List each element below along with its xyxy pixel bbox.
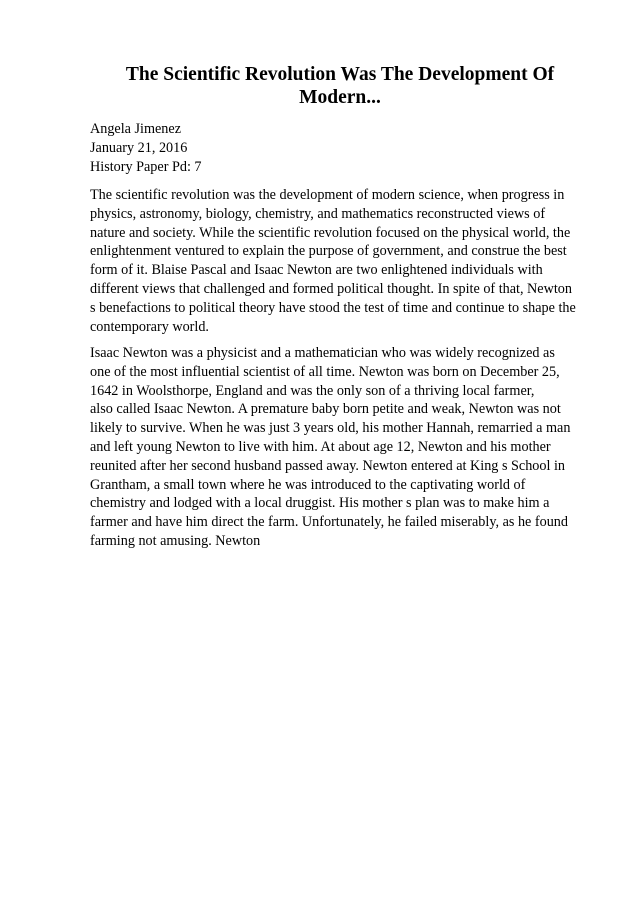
text-line: The scientific revolution was the development of modern science, when progress in — [90, 187, 565, 203]
text-line: chemistry and lodged with a local druggist. His mother s plan was to make him a — [90, 495, 550, 512]
text-line: one of the most influential scientist of all time. Newton was born on December 25, — [90, 363, 560, 380]
course-period: History Paper Pd: 7 — [90, 158, 202, 175]
text-line: s benefactions to political theory have stood the test of time and continue to shape the — [90, 299, 576, 316]
document-header-info — [90, 120, 202, 176]
text-line: 1642 in Woolsthorpe, England and was the only son of a thriving local farmer, — [90, 382, 535, 399]
text-line: also called Isaac Newton. A premature baby born petite and weak, Newton was not — [90, 401, 561, 418]
document-title — [90, 63, 590, 109]
text-line: physics, astronomy, biology, chemistry, and mathematics reconstructed views of — [90, 205, 546, 222]
text-line: nature and society. While the scientific revolution focused on the physical world, the — [90, 224, 571, 241]
text-line: form of it. Blaise Pascal and Isaac Newton are two enlightened individuals with — [90, 262, 543, 279]
text-line: likely to survive. When he was just 3 years old, his mother Hannah, remarried a man — [90, 420, 571, 437]
title-line: The Scientific Revolution Was The Development Of — [125, 64, 555, 85]
text-line: Grantham, a small town where he was introduced to the captivating world of — [90, 476, 526, 493]
text-line: farmer and have him direct the farm. Unfortunately, he failed miserably, as he found — [90, 514, 568, 531]
document-date: January 21, 2016 — [90, 139, 188, 156]
text-line: and left young Newton to live with him. At about age 12, Newton and his mother — [90, 438, 551, 455]
title-line: Modern... — [299, 87, 381, 108]
text-line: different views that challenged and formed political thought. In spite of that, Newton — [90, 280, 572, 297]
text-line: Isaac Newton was a physicist and a mathematician who was widely recognized as — [90, 345, 555, 361]
paragraph-introduction — [90, 186, 576, 336]
text-line: enlightenment ventured to explain the purpose of government, and construe the best — [90, 243, 567, 260]
paragraph-newton-biography — [90, 344, 570, 551]
text-line: contemporary world. — [90, 318, 209, 335]
author-name: Angela Jimenez — [90, 121, 181, 137]
text-line: reunited after her second husband passed away. Newton entered at King s School in — [90, 457, 566, 474]
text-line: farming not amusing. Newton — [90, 532, 261, 549]
